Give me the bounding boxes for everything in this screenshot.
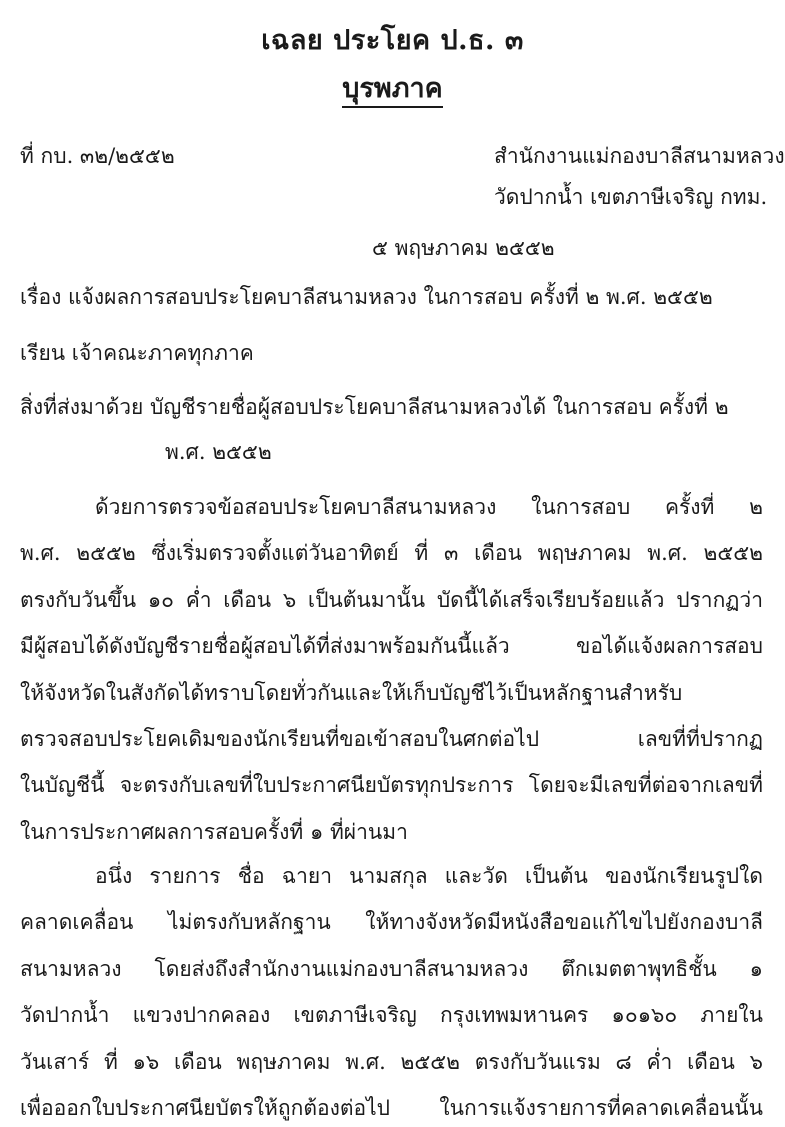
paragraph-line: ในการประกาศผลการสอบครั้งที่ ๑ ที่ผ่านมา xyxy=(20,819,408,844)
document-title: เฉลย ประโยค ป.ธ. ๓ xyxy=(261,25,524,56)
paragraph-line: ด้วยการตรวจข้อสอบประโยคบาลีสนามหลวง ในการสอบ ครั้งที่ ๒ xyxy=(95,495,763,519)
paragraph-line: ตรวจสอบประโยคเดิมของนักเรียนที่ขอเข้าสอบในศกต่อไป เลขที่ที่ปรากฏ xyxy=(20,727,763,751)
letter-recipient: เรียน เจ้าคณะภาคทุกภาค xyxy=(20,341,254,365)
office-address-line-2: วัดปากน้ำ เขตภาษีเจริญ กทม. xyxy=(494,185,768,209)
office-address-line-1: สำนักงานแม่กองบาลีสนามหลวง xyxy=(494,144,785,168)
paragraph-line: พ.ศ. ๒๕๕๒ ซึ่งเริ่มตรวจตั้งแต่วันอาทิตย์ ที่ ๓ เดือน พฤษภาคม พ.ศ. ๒๕๕๒ xyxy=(20,541,763,566)
letter-enclosure-line-2: พ.ศ. ๒๕๕๒ xyxy=(165,440,272,464)
paragraph-line: สนามหลวง โดยส่งถึงสำนักงานแม่กองบาลีสนามหลวง ตึกเมตตาพุทธิชั้น ๑ xyxy=(20,956,763,981)
paragraph-line: คลาดเคลื่อน ไม่ตรงกับหลักฐาน ให้ทางจังหวัดมีหนังสือขอแก้ไขไปยังกองบาลี xyxy=(20,910,763,935)
paragraph-line: อนึ่ง รายการ ชื่อ ฉายา นามสกุล และวัด เป็นต้น ของนักเรียนรูปใด xyxy=(95,864,763,888)
paragraph-line: วัดปากน้ำ แขวงปากคลอง เขตภาษีเจริญ กรุงเทพมหานคร ๑๐๑๖๐ ภายใน xyxy=(20,1003,763,1028)
paragraph-line: มีผู้สอบได้ดังบัญชีรายชื่อผู้สอบได้ที่ส่งมาพร้อมกันนี้แล้ว ขอได้แจ้งผลการสอบ xyxy=(20,634,763,659)
document-subtitle-text: บุรพภาค xyxy=(342,73,442,108)
paragraph-line: วันเสาร์ ที่ ๑๖ เดือน พฤษภาคม พ.ศ. ๒๕๕๒ ตรงกับวันแรม ๘ ค่ำ เดือน ๖ xyxy=(20,1049,763,1074)
reference-number: ที่ กบ. ๓๒/๒๕๕๒ xyxy=(20,144,175,168)
letter-subject: เรื่อง แจ้งผลการสอบประโยคบาลีสนามหลวง ในการสอบ ครั้งที่ ๒ พ.ศ. ๒๕๕๒ xyxy=(20,285,713,309)
paragraph-line: ในบัญชีนี้ จะตรงกับเลขที่ใบประกาศนียบัตรทุกประการ โดยจะมีเลขที่ต่อจากเลขที่ xyxy=(20,773,763,798)
letter-enclosure-line-1: สิ่งที่ส่งมาด้วย บัญชีรายชื่อผู้สอบประโยคบาลีสนามหลวงได้ ในการสอบ ครั้งที่ ๒ xyxy=(20,395,729,419)
document-subtitle xyxy=(0,66,785,109)
paragraph-line: เพื่อออกใบประกาศนียบัตรให้ถูกต้องต่อไป ในการแจ้งรายการที่คลาดเคลื่อนนั้น xyxy=(20,1096,763,1120)
paragraph-line: ตรงกับวันขึ้น ๑๐ ค่ำ เดือน ๖ เป็นต้นมานั้น บัดนี้ได้เสร็จเรียบร้อยแล้ว ปรากฏว่า xyxy=(20,587,763,612)
letter-date: ๕ พฤษภาคม ๒๕๕๒ xyxy=(372,236,555,260)
paragraph-line: ให้จังหวัดในสังกัดได้ทราบโดยทั่วกันและให้เก็บบัญชีไว้เป็นหลักฐานสำหรับ xyxy=(20,680,683,705)
